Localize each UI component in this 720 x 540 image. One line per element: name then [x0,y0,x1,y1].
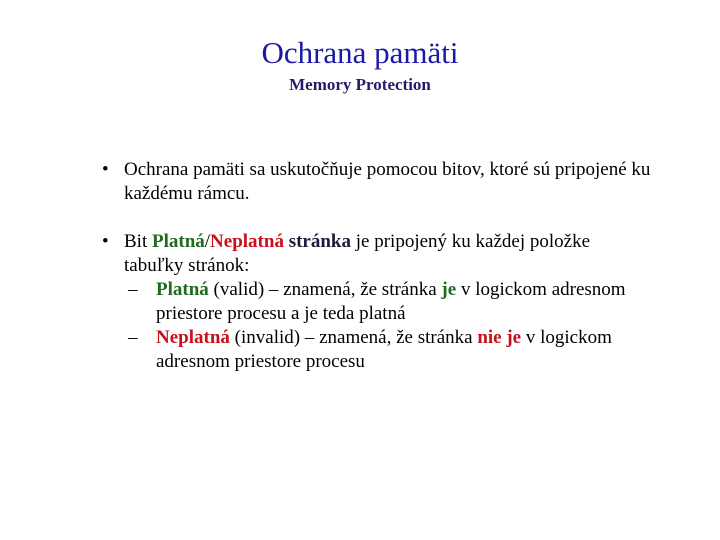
dash-icon: – [128,327,138,348]
valid-term: Platná [156,279,209,300]
invalid-description: (invalid) – znamená, že stránka [229,327,478,348]
slide-subtitle: Memory Protection [289,75,431,94]
bullet-dot-icon: • [102,159,109,180]
slide-title: Ochrana pamäti [261,35,459,70]
bullet-dot-icon: • [102,231,109,252]
valid-emphasis: je [441,279,457,300]
invalid-term: Neplatná [156,327,230,348]
valid-keyword: Platná [151,231,205,252]
slash: / [204,231,211,252]
sub-bullet-invalid [124,326,652,374]
valid-description-end: v logickom adresnom priestore procesu a je teda platná [156,279,626,324]
bullet-memory-protection [92,158,652,206]
valid-description: (valid) – znamená, že stránka [208,279,442,300]
invalid-keyword: Neplatná [210,231,284,252]
invalid-emphasis: nie je [477,327,522,348]
bullet-valid-invalid-bit [92,230,652,374]
bullet-prefix: Bit [124,231,152,252]
sub-bullet-list [124,278,652,374]
bullet-list [92,158,652,374]
dash-icon: – [128,279,138,300]
page-keyword: stránka [288,231,351,252]
invalid-description-end: v logickom adresnom priestore procesu [156,327,612,372]
sub-bullet-valid [124,278,652,326]
bullet-rest: je pripojený ku každej položke tabuľky stránok: [124,231,591,276]
bullet-text: Ochrana pamäti sa uskutočňuje pomocou bitov, ktoré sú pripojené ku každému rámcu. [124,159,651,204]
